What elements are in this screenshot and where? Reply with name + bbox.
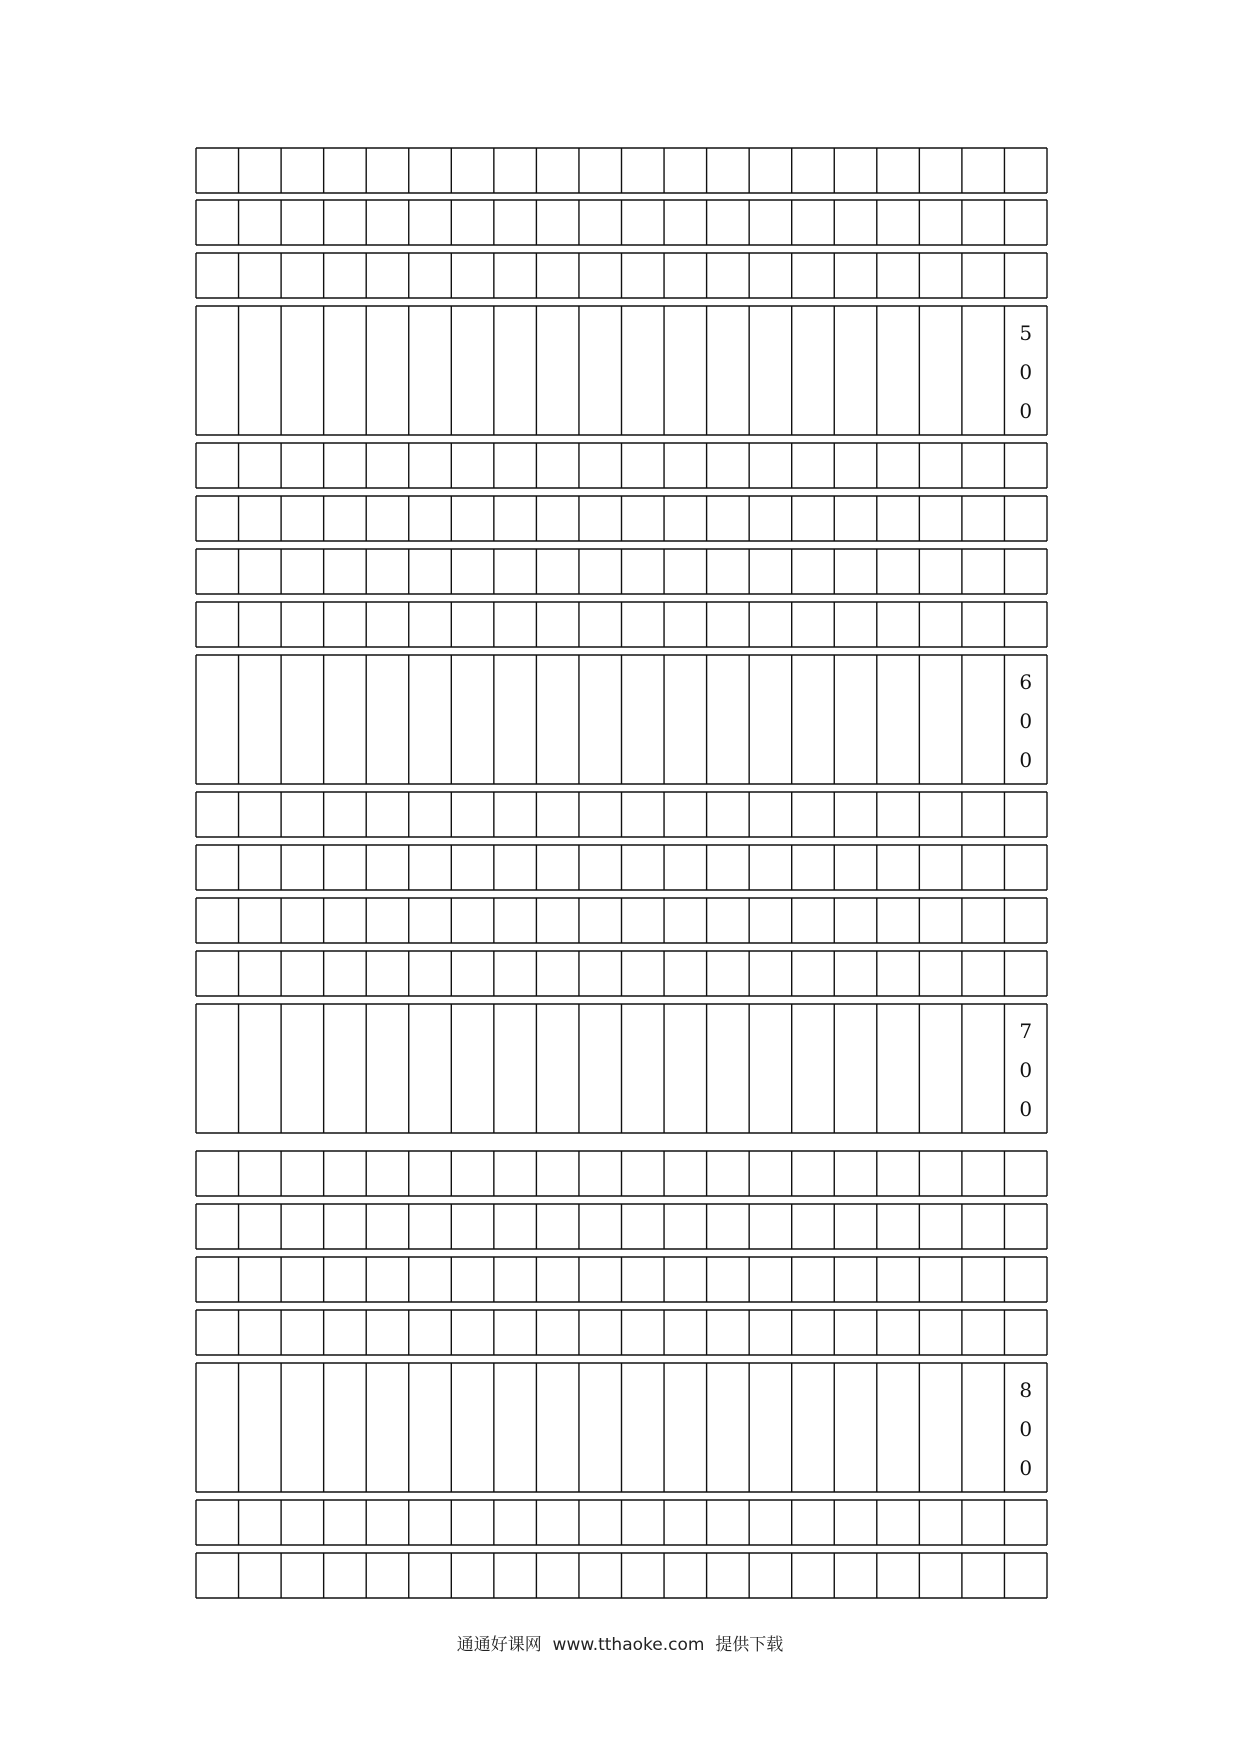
marker-digit: 0 xyxy=(1019,1058,1033,1083)
marker-digit: 0 xyxy=(1019,398,1033,423)
marker-digit: 7 xyxy=(1019,1019,1033,1044)
footer-suffix: 提供下载 xyxy=(715,1635,784,1655)
marker-digit: 0 xyxy=(1019,709,1033,734)
marker-digit: 5 xyxy=(1019,321,1033,346)
page-footer xyxy=(0,1630,1240,1655)
footer-site-name: 通通好课网 xyxy=(456,1635,542,1655)
footer-url: www.tthaoke.com xyxy=(552,1635,705,1655)
marker-digit: 0 xyxy=(1019,1096,1033,1121)
marker-digit: 0 xyxy=(1019,747,1033,772)
marker-digit: 0 xyxy=(1019,1455,1033,1480)
marker-digit: 0 xyxy=(1019,360,1033,385)
marker-digit: 0 xyxy=(1019,1417,1033,1442)
marker-digit: 6 xyxy=(1019,670,1033,695)
marker-digit: 8 xyxy=(1019,1378,1033,1403)
